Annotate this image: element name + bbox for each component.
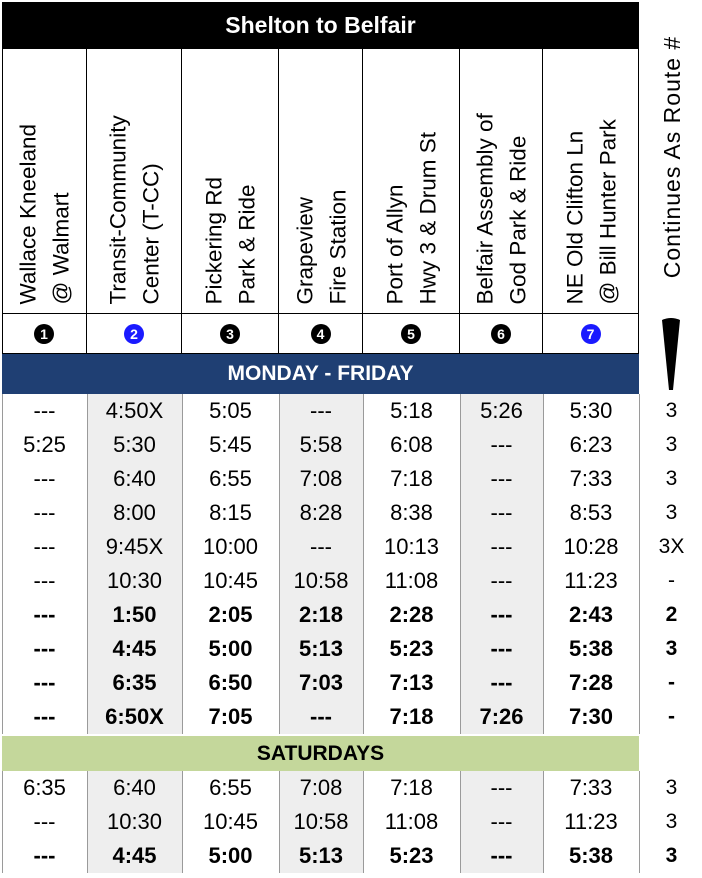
time-cell: 10:58	[293, 568, 349, 593]
time-cell: ---	[490, 466, 513, 491]
time-cell: 8:28	[299, 500, 343, 525]
time-cell: ---	[310, 534, 332, 559]
stop-name-line: Fire Station	[325, 189, 350, 305]
time-cell: ---	[490, 809, 513, 834]
stop-number-cell	[279, 314, 363, 354]
time-cell: 6:35	[112, 670, 157, 695]
stop-header-4	[279, 49, 363, 314]
stop-number-cell	[182, 314, 279, 354]
time-cell: 7:33	[569, 466, 613, 491]
continues-route-cell: 3	[665, 776, 678, 799]
time-cell: 5:45	[209, 432, 252, 457]
time-cell: 2:43	[568, 602, 614, 627]
time-cell: 7:18	[390, 466, 433, 491]
time-cell: 8:15	[209, 500, 252, 525]
stop-header-text	[95, 54, 175, 309]
schedule-title: Shelton to Belfair	[2, 2, 639, 49]
time-cell: 5:23	[389, 636, 434, 661]
time-cell: 6:40	[113, 775, 156, 800]
time-cell: ---	[33, 843, 56, 868]
time-cell: 5:38	[568, 843, 614, 868]
time-cell: 5:58	[299, 432, 343, 457]
time-cell: ---	[33, 534, 56, 559]
stop-number-badge: 7	[581, 324, 601, 344]
stop-number-badge: 3	[220, 324, 240, 344]
time-cell: 5:00	[208, 843, 253, 868]
route-continues-label: Continues As Route #	[658, 35, 684, 279]
time-cell: ---	[490, 602, 513, 627]
time-cell: 4:45	[112, 636, 157, 661]
stop-number-cell	[543, 314, 639, 354]
time-cell: 11:23	[564, 809, 618, 834]
table-row	[0, 666, 702, 700]
stop-header-text	[372, 54, 452, 309]
stop-header-2	[87, 49, 182, 314]
time-cell: 10:30	[106, 568, 163, 593]
stop-name-line: @ Bill Hunter Park	[595, 119, 620, 305]
time-cell: 5:26	[480, 398, 523, 423]
time-cell: 7:03	[298, 670, 344, 695]
stop-name-line: Center (T-CC)	[138, 163, 164, 305]
time-cell: 7:08	[299, 466, 343, 491]
time-cell: 8:53	[569, 500, 613, 525]
time-cell: 8:38	[390, 500, 433, 525]
time-cell: 5:05	[209, 398, 252, 423]
stop-header-1	[2, 49, 87, 314]
time-cell: ---	[310, 398, 332, 423]
time-cell: 7:05	[208, 704, 253, 729]
continues-route-cell: 3	[665, 637, 678, 660]
time-cell: 5:38	[568, 636, 614, 661]
continues-route-cell: -	[668, 705, 675, 728]
section-header-weekday: MONDAY - FRIDAY	[2, 354, 639, 394]
time-cell: 6:23	[569, 432, 613, 457]
time-cell: 10:13	[383, 534, 440, 559]
time-cell: 6:08	[390, 432, 433, 457]
stop-number-badge: 4	[311, 324, 331, 344]
stop-header-text	[281, 54, 361, 309]
time-cell: 7:08	[299, 775, 343, 800]
table-row	[0, 428, 702, 462]
time-cell: 10:58	[293, 809, 349, 834]
time-cell: ---	[490, 568, 513, 593]
time-cell: ---	[33, 636, 56, 661]
time-cell: ---	[490, 432, 513, 457]
stop-name-line: Port of Allyn	[382, 184, 408, 305]
time-cell: 10:30	[106, 809, 163, 834]
time-cell: 6:55	[209, 466, 252, 491]
stop-number-cell	[87, 314, 182, 354]
table-row	[0, 805, 702, 839]
stop-header-5	[363, 49, 460, 314]
stop-name-line: Hwy 3 & Drum St	[415, 131, 441, 305]
table-row	[0, 496, 702, 530]
stop-number-cell	[363, 314, 460, 354]
stop-number-badge: 5	[401, 324, 421, 344]
time-cell: ---	[33, 670, 56, 695]
stop-header-text	[5, 54, 85, 309]
time-cell: 6:55	[209, 775, 252, 800]
continues-route-cell: 3	[665, 844, 678, 867]
stop-number-cell	[2, 314, 87, 354]
time-cell: 6:35	[23, 775, 66, 800]
table-row	[0, 394, 702, 428]
time-cell: 5:18	[390, 398, 433, 423]
stop-header-text	[462, 54, 542, 309]
time-cell: 2:05	[208, 602, 253, 627]
time-cell: 11:23	[564, 568, 618, 593]
table-row	[0, 462, 702, 496]
continues-route-cell: -	[668, 671, 675, 694]
continues-route-cell: 2	[665, 603, 678, 626]
time-cell: 1:50	[112, 602, 157, 627]
time-cell: 6:40	[113, 466, 156, 491]
time-cell: 5:13	[298, 636, 344, 661]
time-cell: ---	[33, 704, 56, 729]
time-cell: ---	[490, 534, 513, 559]
time-cell: ---	[310, 704, 332, 729]
continues-route-cell: -	[668, 569, 675, 592]
time-cell: ---	[490, 636, 513, 661]
table-row	[0, 564, 702, 598]
time-cell: 5:30	[113, 432, 156, 457]
time-cell: 7:26	[479, 704, 524, 729]
continues-route-cell: 3	[665, 467, 678, 490]
stop-number-badge: 1	[34, 324, 54, 344]
arrow-down-icon	[656, 316, 686, 392]
time-cell: 11:08	[384, 809, 439, 834]
time-cell: 10:00	[202, 534, 259, 559]
time-cell: 7:18	[389, 704, 434, 729]
time-cell: 7:30	[568, 704, 614, 729]
stop-name-line: Pickering Rd	[201, 176, 227, 305]
time-cell: 7:18	[390, 775, 433, 800]
time-cell: 7:33	[569, 775, 613, 800]
stop-name-line: Park & Ride	[234, 184, 260, 305]
time-cell: ---	[33, 602, 56, 627]
stop-header-text	[551, 54, 631, 309]
table-row	[0, 839, 702, 873]
time-cell: 2:28	[389, 602, 434, 627]
time-cell: 7:28	[568, 670, 614, 695]
continues-route-cell: 3	[665, 433, 678, 456]
time-cell: ---	[490, 843, 513, 868]
time-cell: 6:50	[208, 670, 253, 695]
stop-name-line: NE Old Clifton Ln	[562, 130, 587, 305]
stop-name-line: Transit-Community	[105, 115, 131, 305]
stop-header-3	[182, 49, 279, 314]
stop-name-line: Wallace Kneeland	[15, 123, 41, 305]
time-cell: 9:45X	[105, 534, 164, 559]
time-cell: 10:45	[202, 809, 259, 834]
stop-name-line: @ Walmart	[48, 192, 74, 305]
stop-header-text	[191, 54, 271, 309]
time-cell: 2:18	[298, 602, 344, 627]
time-cell: 11:08	[384, 568, 439, 593]
time-cell: 5:23	[389, 843, 434, 868]
time-cell: ---	[490, 670, 513, 695]
time-cell: ---	[33, 398, 56, 423]
time-cell: 10:45	[202, 568, 259, 593]
continues-route-cell: 3	[665, 399, 678, 422]
time-cell: ---	[490, 775, 513, 800]
time-cell: ---	[33, 809, 56, 834]
continues-route-cell: 3	[665, 501, 678, 524]
stop-name-line: Belfair Assembly of	[472, 113, 498, 305]
time-cell: ---	[490, 500, 513, 525]
time-cell: 5:25	[23, 432, 66, 457]
time-cell: 7:13	[389, 670, 434, 695]
time-cell: 5:30	[569, 398, 613, 423]
continues-route-cell: 3X	[658, 535, 685, 558]
continues-route-cell: 3	[665, 810, 678, 833]
stop-name-line: God Park & Ride	[505, 135, 531, 305]
time-cell: ---	[33, 568, 56, 593]
time-cell: 8:00	[113, 500, 156, 525]
stop-name-line: Grapeview	[292, 196, 317, 305]
time-cell: 5:00	[208, 636, 253, 661]
table-row	[0, 598, 702, 632]
table-row	[0, 700, 702, 734]
time-cell: 4:50X	[105, 398, 164, 423]
stop-number-badge: 6	[491, 324, 511, 344]
table-row	[0, 771, 702, 805]
time-cell: 6:50X	[105, 704, 164, 729]
stop-number-badge: 2	[124, 324, 144, 344]
time-cell: ---	[33, 466, 56, 491]
time-cell: 10:28	[563, 534, 619, 559]
stop-header-7	[543, 49, 639, 314]
table-row	[0, 530, 702, 564]
time-cell: 5:13	[298, 843, 344, 868]
time-cell: ---	[33, 500, 56, 525]
stop-number-cell	[460, 314, 543, 354]
stop-header-6	[460, 49, 543, 314]
route-continues-header	[641, 2, 702, 312]
section-header-saturday: SATURDAYS	[2, 735, 639, 771]
table-row	[0, 632, 702, 666]
time-cell: 4:45	[112, 843, 157, 868]
